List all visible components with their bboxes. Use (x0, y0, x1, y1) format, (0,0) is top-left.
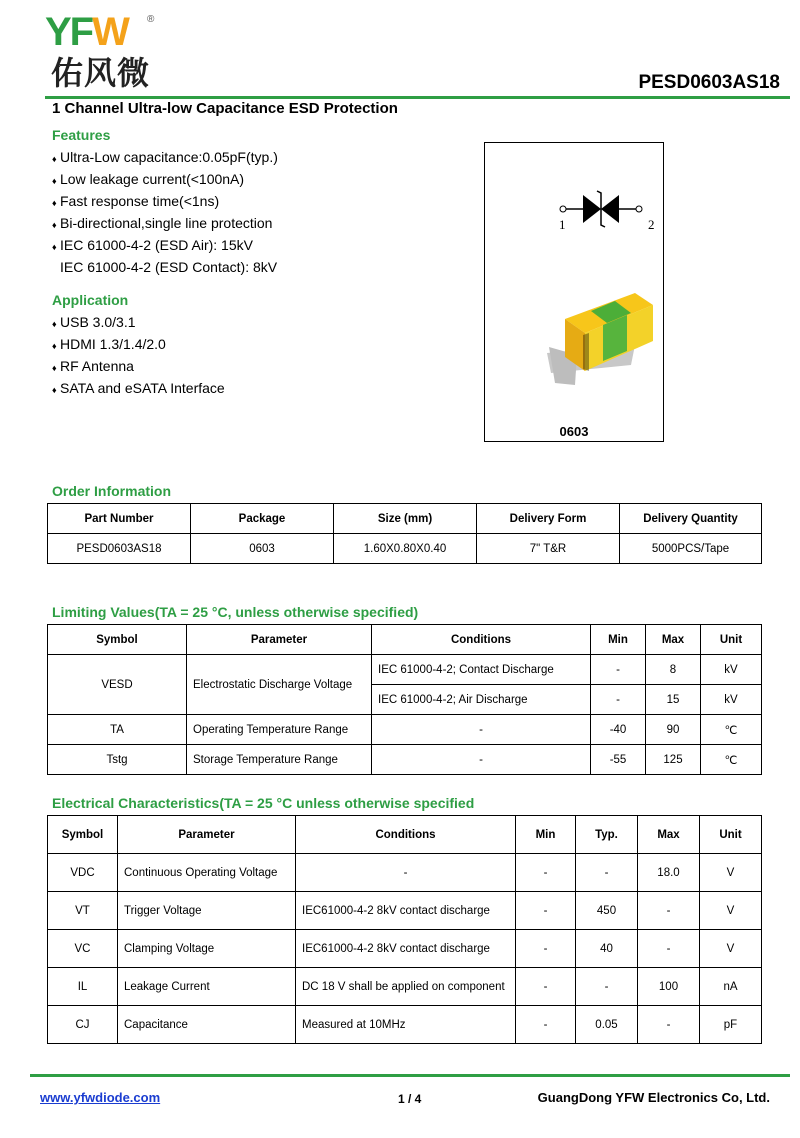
table-cell: Clamping Voltage (118, 930, 296, 968)
col-header: Typ. (576, 816, 638, 854)
col-header: Unit (700, 816, 762, 854)
table-cell: 450 (576, 892, 638, 930)
feature-item (52, 169, 278, 191)
table-row (48, 655, 762, 685)
table-cell: - (576, 854, 638, 892)
col-header: Max (646, 625, 701, 655)
table-cell: - (516, 854, 576, 892)
col-header: Delivery Form (477, 504, 620, 534)
table-cell: ℃ (701, 745, 762, 775)
table-cell: VC (48, 930, 118, 968)
table-cell: 90 (646, 715, 701, 745)
bullet-icon: ♦ (52, 198, 57, 208)
table-cell: VDC (48, 854, 118, 892)
logo-letters-yf: YF (45, 10, 93, 54)
application-item (52, 356, 225, 378)
bullet-icon: ♦ (52, 242, 57, 252)
table-cell: VT (48, 892, 118, 930)
table-cell: IEC61000-4-2 8kV contact discharge (296, 930, 516, 968)
table-cell: IEC61000-4-2 8kV contact discharge (296, 892, 516, 930)
table-cell: - (591, 655, 646, 685)
table-header-row (48, 504, 762, 534)
table-cell: - (516, 892, 576, 930)
feature-text: Low leakage current(<100nA) (60, 171, 245, 187)
electrical-table (47, 815, 762, 1044)
pin-1-label: 1 (559, 217, 566, 232)
header-divider (45, 96, 790, 99)
table-row (48, 534, 762, 564)
table-cell: DC 18 V shall be applied on component (296, 968, 516, 1006)
application-item (52, 378, 225, 400)
limiting-values-heading: Limiting Values(TA = 25 °C, unless otherwise specified) (52, 604, 419, 620)
feature-item (52, 147, 278, 169)
col-header: Symbol (48, 816, 118, 854)
table-cell: - (638, 930, 700, 968)
col-header: Conditions (372, 625, 591, 655)
table-cell: 7" T&R (477, 534, 620, 564)
col-header: Size (mm) (334, 504, 477, 534)
bullet-icon: ♦ (52, 385, 57, 395)
features-heading: Features (52, 127, 111, 143)
footer-divider (30, 1074, 790, 1077)
table-cell: IEC 61000-4-2; Air Discharge (372, 685, 591, 715)
table-row (48, 715, 762, 745)
table-cell: ℃ (701, 715, 762, 745)
table-cell: - (638, 1006, 700, 1044)
package-illustration (485, 143, 663, 413)
table-cell: PESD0603AS18 (48, 534, 191, 564)
table-cell: Measured at 10MHz (296, 1006, 516, 1044)
table-cell: 0.05 (576, 1006, 638, 1044)
website-link[interactable]: www.yfwdiode.com (40, 1090, 161, 1105)
table-cell: Continuous Operating Voltage (118, 854, 296, 892)
page-number: 1 / 4 (398, 1092, 422, 1106)
table-row (48, 854, 762, 892)
table-cell: kV (701, 685, 762, 715)
col-header: Conditions (296, 816, 516, 854)
table-cell: Operating Temperature Range (187, 715, 372, 745)
col-header: Delivery Quantity (620, 504, 762, 534)
package-figure (484, 142, 664, 442)
feature-text: Ultra-Low capacitance:0.05pF(typ.) (60, 149, 278, 165)
table-cell: - (516, 968, 576, 1006)
table-cell: 100 (638, 968, 700, 1006)
bullet-icon: ♦ (52, 341, 57, 351)
table-cell: 5000PCS/Tape (620, 534, 762, 564)
logo-letter-w: W (92, 10, 128, 54)
table-header-row (48, 816, 762, 854)
col-header: Parameter (187, 625, 372, 655)
table-cell: V (700, 854, 762, 892)
company-name: GuangDong YFW Electronics Co, Ltd. (537, 1090, 770, 1105)
limiting-values-table (47, 624, 762, 775)
application-text: HDMI 1.3/1.4/2.0 (60, 336, 166, 352)
table-cell: - (296, 854, 516, 892)
feature-text: Bi-directional,single line protection (60, 215, 273, 231)
table-cell: V (700, 930, 762, 968)
table-row (48, 1006, 762, 1044)
table-cell: kV (701, 655, 762, 685)
bullet-icon: ♦ (52, 176, 57, 186)
table-cell: pF (700, 1006, 762, 1044)
table-cell: - (576, 968, 638, 1006)
bullet-icon: ♦ (52, 154, 57, 164)
feature-text: Fast response time(<1ns) (60, 193, 220, 209)
table-cell: Tstg (48, 745, 187, 775)
col-header: Parameter (118, 816, 296, 854)
table-cell: 125 (646, 745, 701, 775)
application-text: SATA and eSATA Interface (60, 380, 225, 396)
part-number-title: PESD0603AS18 (638, 72, 780, 93)
application-text: USB 3.0/3.1 (60, 314, 136, 330)
table-cell: - (372, 715, 591, 745)
table-cell: IEC 61000-4-2; Contact Discharge (372, 655, 591, 685)
table-cell: TA (48, 715, 187, 745)
order-info-table (47, 503, 762, 564)
col-header: Min (516, 816, 576, 854)
company-logo (45, 10, 165, 95)
col-header: Max (638, 816, 700, 854)
table-cell: - (516, 930, 576, 968)
feature-item (52, 235, 278, 257)
feature-item (52, 257, 278, 277)
chip-0603-icon (547, 293, 653, 385)
table-cell: - (372, 745, 591, 775)
bullet-icon: ♦ (52, 319, 57, 329)
features-list (52, 147, 278, 277)
table-cell: Trigger Voltage (118, 892, 296, 930)
col-header: Unit (701, 625, 762, 655)
application-text: RF Antenna (60, 358, 134, 374)
application-item (52, 312, 225, 334)
table-cell: IL (48, 968, 118, 1006)
col-header: Symbol (48, 625, 187, 655)
table-cell: 40 (576, 930, 638, 968)
table-cell: Capacitance (118, 1006, 296, 1044)
tvs-diode-symbol-icon (559, 191, 655, 232)
logo-chinese-name: 佑风微 (51, 54, 151, 92)
table-cell: Leakage Current (118, 968, 296, 1006)
table-cell: 8 (646, 655, 701, 685)
col-header: Package (191, 504, 334, 534)
document-subtitle: 1 Channel Ultra-low Capacitance ESD Protection (52, 100, 398, 117)
table-cell: - (516, 1006, 576, 1044)
application-list (52, 312, 225, 400)
table-cell: - (591, 685, 646, 715)
table-row (48, 745, 762, 775)
logo-letters (45, 10, 128, 54)
package-name-label: 0603 (559, 424, 589, 439)
feature-item (52, 191, 278, 213)
application-item (52, 334, 225, 356)
table-cell: CJ (48, 1006, 118, 1044)
feature-item (52, 213, 278, 235)
table-header-row (48, 625, 762, 655)
table-cell: 0603 (191, 534, 334, 564)
electrical-heading: Electrical Characteristics(TA = 25 °C unless otherwise specified (52, 795, 475, 811)
table-cell: 15 (646, 685, 701, 715)
table-cell: Electrostatic Discharge Voltage (187, 655, 372, 715)
pin-2-label: 2 (648, 217, 655, 232)
application-heading: Application (52, 292, 129, 308)
registered-mark: ® (147, 14, 155, 25)
order-info-heading: Order Information (52, 483, 172, 499)
table-row (48, 930, 762, 968)
table-cell: V (700, 892, 762, 930)
table-cell: - (638, 892, 700, 930)
table-row (48, 968, 762, 1006)
bullet-icon: ♦ (52, 363, 57, 373)
table-cell: VESD (48, 655, 187, 715)
bullet-icon: ♦ (52, 220, 57, 230)
table-row (48, 892, 762, 930)
table-cell: 1.60X0.80X0.40 (334, 534, 477, 564)
table-cell: -40 (591, 715, 646, 745)
feature-text: IEC 61000-4-2 (ESD Contact): 8kV (60, 259, 278, 275)
col-header: Min (591, 625, 646, 655)
table-cell: Storage Temperature Range (187, 745, 372, 775)
col-header: Part Number (48, 504, 191, 534)
table-cell: nA (700, 968, 762, 1006)
table-cell: -55 (591, 745, 646, 775)
feature-text: IEC 61000-4-2 (ESD Air): 15kV (60, 237, 253, 253)
table-cell: 18.0 (638, 854, 700, 892)
